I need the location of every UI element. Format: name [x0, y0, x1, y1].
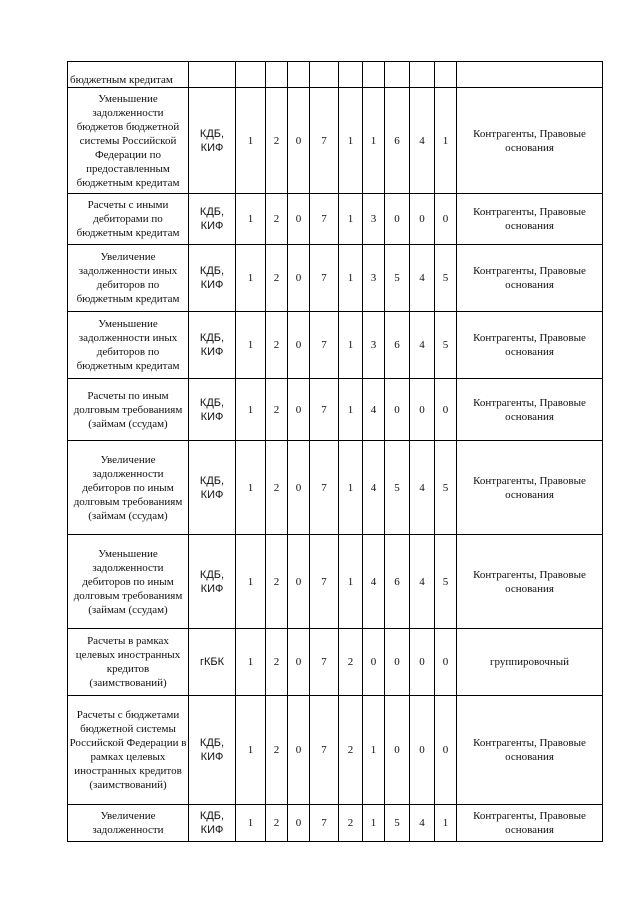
account-digit-cell: 1 — [363, 88, 385, 194]
account-name-cell: Уменьшение задолженности иных дебиторов по бюджетным кредитам — [68, 312, 189, 379]
account-digit-cell: 0 — [385, 629, 410, 696]
account-digit-cell: 5 — [385, 805, 410, 842]
analytics-cell: Контрагенты, Правовые основания — [457, 535, 603, 629]
account-digit-cell: 5 — [435, 245, 457, 312]
account-digit-cell: 2 — [339, 805, 363, 842]
account-digit-cell: 6 — [385, 535, 410, 629]
table-row — [68, 441, 603, 535]
account-digit-cell: 1 — [236, 535, 266, 629]
account-digit-cell: 1 — [363, 805, 385, 842]
account-digit-cell: 2 — [266, 441, 288, 535]
account-digit-cell: 1 — [236, 379, 266, 441]
account-digit-cell: 2 — [266, 535, 288, 629]
account-digit-cell — [339, 62, 363, 88]
account-name-cell: Расчеты с бюджетами бюджетной системы Российской Федерации в рамках целевых иностранных кредитов (заимствований) — [68, 696, 189, 805]
account-digit-cell: 0 — [435, 696, 457, 805]
table-row — [68, 194, 603, 245]
account-digit-cell: 6 — [385, 312, 410, 379]
account-digit-cell: 1 — [236, 696, 266, 805]
account-digit-cell: 1 — [339, 245, 363, 312]
account-digit-cell: 1 — [339, 441, 363, 535]
account-digit-cell: 3 — [363, 312, 385, 379]
accounts-table-body — [68, 62, 603, 842]
analytics-cell: Контрагенты, Правовые основания — [457, 194, 603, 245]
table-row — [68, 88, 603, 194]
account-digit-cell: 4 — [410, 245, 435, 312]
document-code-cell: гКБК — [189, 629, 236, 696]
account-digit-cell: 0 — [288, 629, 310, 696]
analytics-cell: Контрагенты, Правовые основания — [457, 441, 603, 535]
account-digit-cell: 7 — [310, 535, 339, 629]
account-digit-cell: 1 — [339, 379, 363, 441]
account-digit-cell: 2 — [266, 88, 288, 194]
table-row — [68, 379, 603, 441]
account-name-cell: Увеличение задолженности иных дебиторов по бюджетным кредитам — [68, 245, 189, 312]
account-name-cell: Расчеты в рамках целевых иностранных кредитов (заимствований) — [68, 629, 189, 696]
account-digit-cell: 0 — [410, 629, 435, 696]
account-digit-cell: 3 — [363, 194, 385, 245]
account-digit-cell: 2 — [266, 379, 288, 441]
account-digit-cell: 0 — [385, 194, 410, 245]
table-row — [68, 62, 603, 88]
account-name-cell: Увеличение задолженности — [68, 805, 189, 842]
account-digit-cell: 6 — [385, 88, 410, 194]
account-digit-cell — [310, 62, 339, 88]
account-digit-cell: 7 — [310, 312, 339, 379]
account-digit-cell: 0 — [288, 805, 310, 842]
account-digit-cell: 4 — [410, 441, 435, 535]
account-digit-cell: 0 — [410, 696, 435, 805]
table-row — [68, 629, 603, 696]
table-row — [68, 312, 603, 379]
account-digit-cell — [266, 62, 288, 88]
account-digit-cell: 2 — [339, 696, 363, 805]
account-digit-cell: 1 — [236, 194, 266, 245]
account-digit-cell: 4 — [410, 88, 435, 194]
account-digit-cell: 7 — [310, 88, 339, 194]
account-digit-cell: 2 — [266, 194, 288, 245]
account-digit-cell: 1 — [435, 88, 457, 194]
account-digit-cell: 7 — [310, 441, 339, 535]
account-digit-cell: 0 — [435, 629, 457, 696]
account-digit-cell: 7 — [310, 245, 339, 312]
document-code-cell: КДБ, КИФ — [189, 696, 236, 805]
account-digit-cell: 1 — [236, 312, 266, 379]
account-digit-cell: 1 — [236, 629, 266, 696]
account-digit-cell: 1 — [435, 805, 457, 842]
account-digit-cell: 2 — [266, 312, 288, 379]
account-digit-cell: 0 — [288, 379, 310, 441]
account-digit-cell: 3 — [363, 245, 385, 312]
account-name-cell: Расчеты с иными дебиторами по бюджетным кредитам — [68, 194, 189, 245]
document-code-cell: КДБ, КИФ — [189, 88, 236, 194]
account-digit-cell: 4 — [363, 379, 385, 441]
account-digit-cell: 1 — [363, 696, 385, 805]
account-digit-cell: 0 — [435, 379, 457, 441]
account-digit-cell: 1 — [236, 88, 266, 194]
account-digit-cell: 2 — [339, 629, 363, 696]
analytics-cell: Контрагенты, Правовые основания — [457, 88, 603, 194]
account-digit-cell: 0 — [288, 312, 310, 379]
account-digit-cell: 0 — [385, 696, 410, 805]
analytics-cell — [457, 62, 603, 88]
document-code-cell: КДБ, КИФ — [189, 194, 236, 245]
analytics-cell: Контрагенты, Правовые основания — [457, 805, 603, 842]
analytics-cell: Контрагенты, Правовые основания — [457, 312, 603, 379]
analytics-cell: Контрагенты, Правовые основания — [457, 379, 603, 441]
account-digit-cell — [385, 62, 410, 88]
account-digit-cell: 7 — [310, 629, 339, 696]
account-digit-cell: 1 — [339, 312, 363, 379]
table-row — [68, 535, 603, 629]
account-digit-cell: 0 — [288, 194, 310, 245]
table-row — [68, 696, 603, 805]
accounts-table — [67, 61, 603, 842]
account-digit-cell: 1 — [339, 88, 363, 194]
account-digit-cell: 2 — [266, 696, 288, 805]
account-digit-cell: 0 — [410, 194, 435, 245]
account-digit-cell: 5 — [385, 441, 410, 535]
account-digit-cell: 7 — [310, 379, 339, 441]
account-digit-cell: 4 — [410, 805, 435, 842]
analytics-cell: Контрагенты, Правовые основания — [457, 245, 603, 312]
account-digit-cell: 0 — [410, 379, 435, 441]
account-digit-cell: 0 — [435, 194, 457, 245]
document-code-cell: КДБ, КИФ — [189, 379, 236, 441]
account-digit-cell: 1 — [339, 535, 363, 629]
document-code-cell: КДБ, КИФ — [189, 441, 236, 535]
document-code-cell — [189, 62, 236, 88]
account-digit-cell — [363, 62, 385, 88]
account-digit-cell: 0 — [288, 88, 310, 194]
account-digit-cell: 5 — [385, 245, 410, 312]
table-row — [68, 805, 603, 842]
account-digit-cell: 0 — [288, 245, 310, 312]
account-digit-cell: 0 — [288, 441, 310, 535]
document-code-cell: КДБ, КИФ — [189, 805, 236, 842]
account-digit-cell — [410, 62, 435, 88]
account-digit-cell: 2 — [266, 629, 288, 696]
account-digit-cell — [236, 62, 266, 88]
account-digit-cell: 1 — [339, 194, 363, 245]
account-digit-cell: 1 — [236, 245, 266, 312]
document-code-cell: КДБ, КИФ — [189, 245, 236, 312]
account-name-cell: Уменьшение задолженности бюджетов бюджетной системы Российской Федерации по предоставленным бюджетным кредитам — [68, 88, 189, 194]
account-digit-cell: 7 — [310, 805, 339, 842]
account-digit-cell — [435, 62, 457, 88]
document-code-cell: КДБ, КИФ — [189, 535, 236, 629]
account-digit-cell: 4 — [410, 312, 435, 379]
account-digit-cell: 0 — [288, 696, 310, 805]
account-name-cell: Уменьшение задолженности дебиторов по иным долговым требованиям (займам (ссудам) — [68, 535, 189, 629]
account-name-cell: Расчеты по иным долговым требованиям (займам (ссудам) — [68, 379, 189, 441]
account-digit-cell: 2 — [266, 805, 288, 842]
analytics-cell: группировочный — [457, 629, 603, 696]
account-digit-cell: 0 — [288, 535, 310, 629]
account-digit-cell: 4 — [410, 535, 435, 629]
account-digit-cell: 4 — [363, 441, 385, 535]
account-digit-cell — [288, 62, 310, 88]
account-digit-cell: 0 — [385, 379, 410, 441]
analytics-cell: Контрагенты, Правовые основания — [457, 696, 603, 805]
account-digit-cell: 0 — [363, 629, 385, 696]
account-digit-cell: 5 — [435, 535, 457, 629]
account-digit-cell: 4 — [363, 535, 385, 629]
table-row — [68, 245, 603, 312]
account-digit-cell: 5 — [435, 441, 457, 535]
account-digit-cell: 7 — [310, 696, 339, 805]
account-name-cell: Увеличение задолженности дебиторов по иным долговым требованиям (займам (ссудам) — [68, 441, 189, 535]
document-code-cell: КДБ, КИФ — [189, 312, 236, 379]
account-digit-cell: 1 — [236, 805, 266, 842]
account-digit-cell: 2 — [266, 245, 288, 312]
account-digit-cell: 1 — [236, 441, 266, 535]
account-name-cell: бюджетным кредитам — [68, 62, 189, 88]
account-digit-cell: 5 — [435, 312, 457, 379]
account-digit-cell: 7 — [310, 194, 339, 245]
